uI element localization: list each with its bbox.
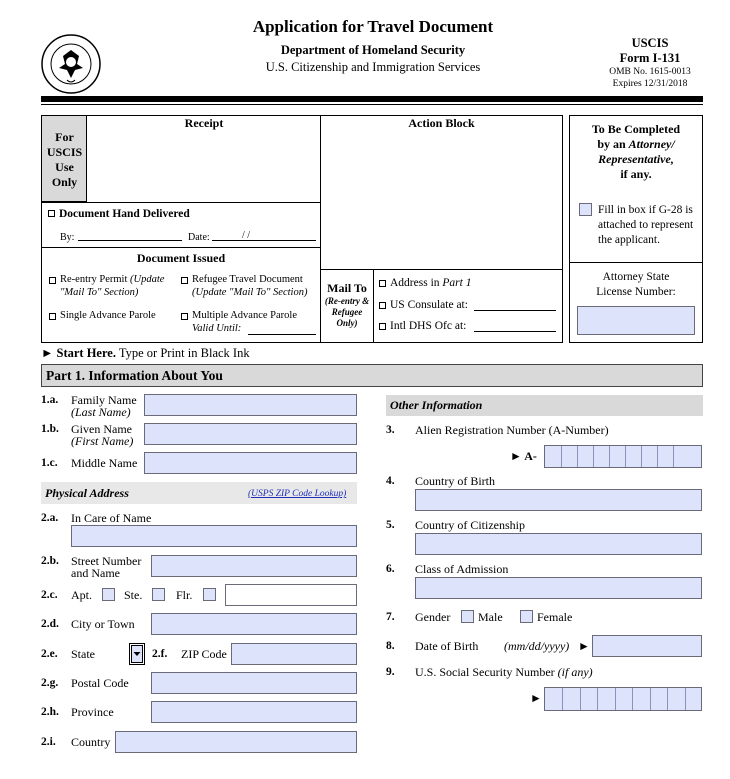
office-use-box	[41, 115, 563, 343]
reentry-permit-checkbox[interactable]	[49, 277, 56, 284]
f4-number: 4.	[386, 475, 395, 487]
agency: U.S. Citizenship and Immigration Services	[265, 60, 481, 74]
f2b-number: 2.b.	[41, 555, 59, 567]
apt-label: Apt.	[71, 588, 92, 602]
f2e-number: 2.e.	[41, 648, 58, 660]
zip-label: ZIP Code	[181, 647, 227, 661]
refugee-travel-sub: (Update "Mail To" Section)	[192, 287, 308, 298]
ste-checkbox[interactable]	[152, 588, 165, 601]
multiple-advance-parole-label: Multiple Advance Parole	[192, 310, 297, 321]
ssn-arrow: ►	[530, 691, 542, 705]
ssn-label: U.S. Social Security Number (if any)	[415, 665, 593, 679]
date-slashes: / /	[242, 230, 251, 241]
doc-issued-top	[42, 247, 320, 248]
middle-name-input[interactable]	[144, 452, 357, 474]
receipt-label: Receipt	[184, 116, 224, 130]
middle-name-label: Middle Name	[71, 456, 138, 470]
attorney-state-license-input[interactable]	[577, 306, 695, 335]
f8-number: 8.	[386, 640, 395, 652]
state-select[interactable]	[129, 643, 145, 665]
mailto-divider	[373, 270, 374, 342]
a-number-label: Alien Registration Number (A-Number)	[415, 423, 609, 437]
action-bottom	[321, 269, 562, 270]
gender-male-checkbox[interactable]	[461, 610, 474, 623]
street-label: Street Number	[71, 554, 142, 568]
department: Department of Homeland Security	[280, 43, 466, 57]
us-consulate-checkbox[interactable]	[379, 302, 386, 309]
address-in-part1-label: Address in Part 1	[390, 277, 472, 289]
mail-to-label: Mail To	[327, 281, 367, 295]
country-of-birth-input[interactable]	[415, 489, 702, 511]
intl-dhs-line	[474, 331, 556, 332]
single-advance-parole-label: Single Advance Parole	[60, 310, 156, 321]
country-input[interactable]	[115, 731, 357, 753]
country-of-citizenship-label: Country of Citizenship	[415, 518, 525, 532]
street-input[interactable]	[151, 555, 357, 577]
form-number: Form I-131	[619, 51, 681, 65]
chevron-down-icon	[131, 645, 143, 663]
in-care-of-input[interactable]	[71, 525, 357, 547]
by-line	[78, 240, 182, 241]
single-advance-parole-checkbox[interactable]	[49, 313, 56, 320]
doc-hand-delivered-label: Document Hand Delivered	[59, 208, 190, 220]
apt-number-input[interactable]	[225, 584, 357, 606]
attorney-heading: To Be Completed by an Attorney/ Representative, if any.	[591, 122, 681, 181]
f9-number: 9.	[386, 666, 395, 678]
f2h-number: 2.h.	[41, 706, 59, 718]
by-label: By:	[60, 232, 75, 243]
country-of-citizenship-input[interactable]	[415, 533, 702, 555]
address-in-part1-checkbox[interactable]	[379, 280, 386, 287]
f2a-number: 2.a.	[41, 512, 59, 524]
f2g-number: 2.g.	[41, 677, 59, 689]
us-consulate-line	[474, 310, 556, 311]
expiration: Expires 12/31/2018	[612, 79, 688, 89]
given-name-label: Given Name	[71, 422, 132, 436]
attorney-divider	[570, 262, 702, 263]
f2f-number: 2.f.	[152, 648, 168, 660]
document-issued-label: Document Issued	[136, 251, 226, 265]
flr-checkbox[interactable]	[203, 588, 216, 601]
g28-checkbox[interactable]	[579, 203, 592, 216]
family-name-input[interactable]	[144, 394, 357, 416]
page-title: Application for Travel Document	[252, 17, 494, 36]
gender-label: Gender	[415, 610, 451, 624]
omb-number: OMB No. 1615-0013	[609, 67, 691, 77]
dob-format: (mm/dd/yyyy)	[504, 639, 570, 653]
dob-label: Date of Birth	[415, 639, 479, 653]
action-block-label: Action Block	[408, 116, 475, 130]
ssn-input[interactable]	[544, 687, 702, 711]
f2i-number: 2.i.	[41, 736, 56, 748]
valid-until-line	[248, 334, 316, 335]
date-line	[212, 240, 316, 241]
intl-dhs-label: Intl DHS Ofc at:	[390, 320, 467, 332]
family-name-label: Family Name	[71, 393, 137, 407]
refugee-travel-checkbox[interactable]	[181, 277, 188, 284]
f2c-number: 2.c.	[41, 589, 58, 601]
zip-input[interactable]	[231, 643, 357, 665]
intl-dhs-checkbox[interactable]	[379, 323, 386, 330]
for-uscis-label: For USCIS Use Only	[46, 130, 83, 189]
state-license-label: Attorney State License Number:	[596, 271, 676, 298]
in-care-of-label: In Care of Name	[71, 511, 152, 525]
a-number-prefix: ► A-	[510, 449, 537, 463]
family-name-sub: (Last Name)	[71, 405, 131, 419]
f2d-number: 2.d.	[41, 618, 59, 630]
state-label: State	[71, 647, 95, 661]
province-input[interactable]	[151, 701, 357, 723]
gender-male-label: Male	[478, 610, 503, 624]
given-name-input[interactable]	[144, 423, 357, 445]
dob-arrow: ►	[578, 639, 590, 653]
class-of-admission-input[interactable]	[415, 577, 702, 599]
flr-label: Flr.	[176, 588, 193, 602]
date-label: Date:	[188, 232, 210, 243]
f1c-number: 1.c.	[41, 457, 58, 469]
postal-code-input[interactable]	[151, 672, 357, 694]
gender-female-label: Female	[537, 610, 573, 624]
a-number-input[interactable]	[544, 445, 702, 468]
uscis-label: USCIS	[631, 36, 669, 50]
given-name-sub: (First Name)	[71, 434, 134, 448]
f1b-number: 1.b.	[41, 423, 59, 435]
ste-label: Ste.	[124, 588, 143, 602]
mail-to-sub: (Re-entry & Refugee Only)	[324, 296, 370, 328]
valid-until-label: Valid Until:	[192, 323, 242, 334]
multiple-advance-parole-checkbox[interactable]	[181, 313, 188, 320]
country-of-birth-label: Country of Birth	[415, 474, 495, 488]
f7-number: 7.	[386, 611, 395, 623]
us-consulate-label: US Consulate at:	[390, 299, 468, 311]
class-of-admission-label: Class of Admission	[415, 562, 509, 576]
doc-hand-delivered-checkbox[interactable]	[48, 210, 55, 217]
start-here: ► Start Here. Type or Print in Black Ink	[41, 346, 250, 360]
country-label: Country	[71, 735, 111, 749]
physical-address-label: Physical Address	[45, 486, 129, 500]
f6-number: 6.	[386, 563, 395, 575]
f1a-number: 1.a.	[41, 394, 59, 406]
header-rule	[41, 96, 703, 102]
part1-title: Part 1. Information About You	[41, 364, 703, 387]
header-rule-thin	[41, 104, 703, 105]
street-label-2: and Name	[71, 566, 120, 580]
refugee-travel-label: Refugee Travel Document	[192, 274, 303, 285]
province-label: Province	[71, 705, 114, 719]
dob-input[interactable]	[592, 635, 702, 657]
f3-number: 3.	[386, 424, 395, 436]
f5-number: 5.	[386, 519, 395, 531]
reentry-permit-label: Re-entry Permit (Update	[60, 274, 165, 285]
city-input[interactable]	[151, 613, 357, 635]
other-info-label: Other Information	[390, 398, 483, 412]
city-label: City or Town	[71, 617, 135, 631]
g28-label: Fill in box if G-28 is attached to represent the applicant.	[598, 204, 694, 246]
zip-lookup-link[interactable]: (USPS ZIP Code Lookup)	[248, 489, 347, 499]
receipt-bottom	[42, 202, 320, 203]
gender-female-checkbox[interactable]	[520, 610, 533, 623]
reentry-permit-sub: "Mail To" Section)	[60, 287, 139, 298]
postal-code-label: Postal Code	[71, 676, 129, 690]
apt-checkbox[interactable]	[102, 588, 115, 601]
